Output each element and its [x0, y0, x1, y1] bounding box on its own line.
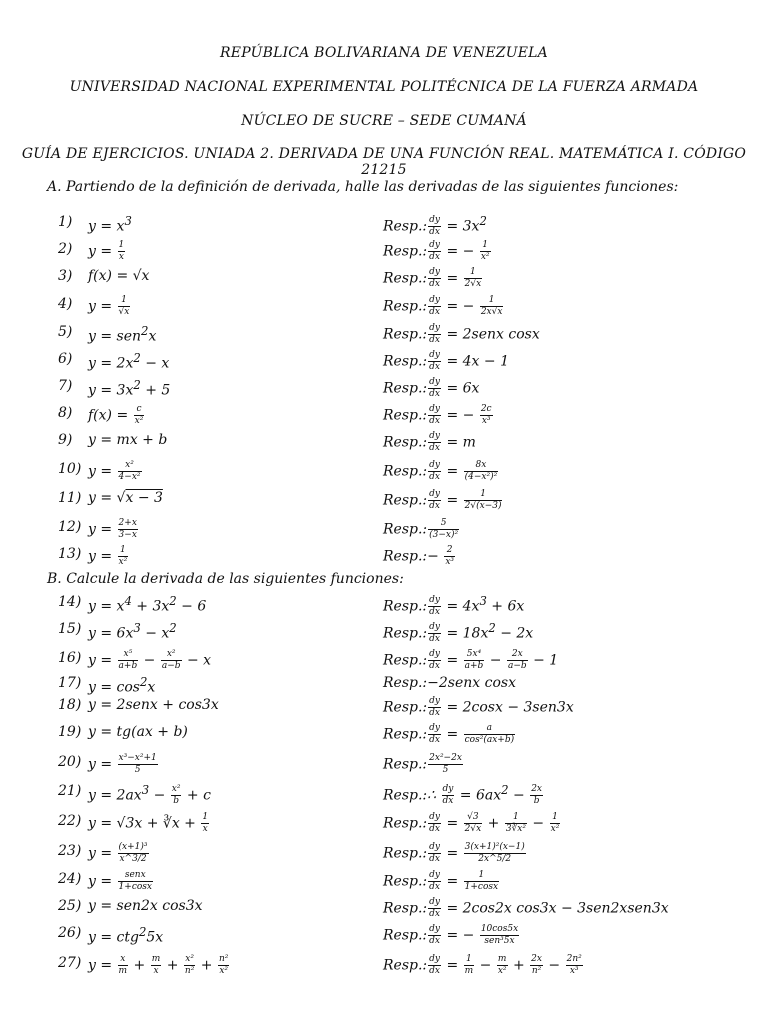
resp-label: Resp.:: [383, 380, 428, 397]
exercise-function: y = $\frac{x}{m}$ + $\frac{m}{x}$ + $\frac{\text{x²}}{\text{n²}}$ + $\frac{\text{n²}}{\text{x²}}$: [88, 954, 229, 976]
exercise-answer: Resp.: $\frac{dy}{dx}$ = $3x^2$: [383, 214, 487, 238]
exercise-function: f(x) = √x: [88, 268, 150, 284]
exercise-function: y = √x − 3: [88, 490, 163, 506]
exercise-number: 8): [58, 405, 73, 421]
exercise-number: 22): [58, 813, 82, 829]
exercise-answer: Resp.: $\frac{dy}{dx}$ = $\frac{1}{2√(x-3)}$: [383, 489, 502, 511]
exercise-function: y = $\frac{\text{(x+1)³}}{x\^{}3/2}$: [88, 842, 148, 864]
exercise-function: $y = 6x^3 - x^2$: [88, 621, 177, 642]
exercise-answer: Resp.: $\frac{\text{2x²−2x}}{5}$: [383, 753, 462, 775]
resp-label: Resp.:: [383, 270, 428, 287]
resp-label: Resp.:: [383, 298, 428, 315]
exercise-number: 27): [58, 955, 82, 971]
exercise-function: y = tg(ax + b): [88, 724, 188, 740]
exercise-row: [0, 697, 768, 723]
exercise-row: [0, 432, 768, 458]
exercise-function: y = $\frac{\text{x³−x²+1}}{5}$: [88, 753, 157, 775]
exercise-answer: Resp.: $\frac{dy}{dx}$ = $\frac{8x}{\text{(4−x²)²}}$: [383, 460, 498, 482]
exercise-row: [0, 813, 768, 839]
exercise-row: [0, 621, 768, 647]
exercise-answer: Resp.: $\frac{dy}{dx}$ = − $\frac{1}{\text{x²}}$: [383, 240, 490, 262]
resp-label: Resp.:: [383, 787, 428, 804]
exercise-number: 1): [58, 214, 73, 230]
resp-label: Resp.:: [383, 492, 428, 509]
exercise-row: [0, 214, 768, 240]
exercise-answer: Resp.:∴ $\frac{dy}{dx}$ = $6ax^2$ − $\frac{2x}{b}$: [383, 783, 543, 807]
exercise-row: [0, 461, 768, 487]
exercise-function: y = √3x + ∛x + $\frac{1}{x}$: [88, 812, 209, 834]
exercise-row: [0, 490, 768, 516]
exercise-row: [0, 754, 768, 780]
resp-label: Resp.:: [383, 353, 428, 370]
exercise-row: [0, 783, 768, 809]
exercise-answer: Resp.: $\frac{dy}{dx}$ = $\frac{1}{2√x}$: [383, 267, 482, 289]
exercise-row: [0, 650, 768, 676]
header-line-1: REPÚBLICA BOLIVARIANA DE VENEZUELA: [220, 45, 548, 61]
exercise-row: [0, 405, 768, 431]
resp-label: Resp.:: [383, 756, 428, 773]
resp-label: Resp.:: [383, 900, 428, 917]
exercise-number: 3): [58, 268, 73, 284]
exercise-number: 5): [58, 324, 73, 340]
exercise-answer: Resp.: $\frac{5}{\text{(3−x)²}}$: [383, 518, 459, 540]
section-a-title: A. Partiendo de la definición de derivada, halle las derivadas de las siguientes funciones:: [47, 179, 679, 195]
resp-label: Resp.:: [383, 521, 428, 538]
exercise-answer: Resp.: $\frac{dy}{dx}$ = 2senx cosx: [383, 323, 540, 345]
exercise-function: y = $\frac{\text{x²}}{\text{4−x²}}$: [88, 460, 141, 482]
exercise-row: [0, 594, 768, 620]
exercise-function: $y = x^3$: [88, 214, 132, 235]
exercise-function: y = ctg$^2$5x: [88, 925, 164, 946]
exercise-answer: Resp.: $\frac{dy}{dx}$ = $\frac{\text{5x⁴}}{a+b}$ − $\frac{2x}{a-b}$ − 1: [383, 649, 559, 671]
exercise-number: 19): [58, 724, 82, 740]
exercise-row: [0, 955, 768, 981]
resp-label: Resp.:: [383, 699, 428, 716]
resp-label: Resp.:: [383, 927, 428, 944]
exercise-function: $y = x^4 + 3x^2 - 6$: [88, 594, 207, 615]
exercise-number: 20): [58, 754, 82, 770]
exercise-function: $y = 2ax^3$ − $\frac{\text{x²}}{b}$ + c: [88, 783, 211, 807]
exercise-function: y = sen$^2$x: [88, 324, 157, 345]
exercise-function: f(x) = $\frac{c}{\text{x²}}$: [88, 404, 144, 426]
exercise-row: [0, 546, 768, 572]
resp-label: Resp.:: [383, 548, 428, 565]
exercise-row: [0, 724, 768, 750]
exercise-number: 14): [58, 594, 82, 610]
exercise-answer: Resp.: $\frac{dy}{dx}$ = $\frac{\text{3(x+1)²(x−1)}}{2x\^{}5/2}$: [383, 842, 525, 864]
exercise-row: [0, 324, 768, 350]
exercise-answer: Resp.: $\frac{dy}{dx}$ = $\frac{a}{\text{cos²(ax+b)}}$: [383, 723, 515, 745]
resp-label: Resp.:: [383, 243, 428, 260]
exercise-row: [0, 268, 768, 294]
resp-label: Resp.:: [383, 726, 428, 743]
resp-label: Resp.:: [383, 326, 428, 343]
resp-label: Resp.:: [383, 873, 428, 890]
exercise-function: $y = 3x^2 + 5$: [88, 378, 171, 399]
resp-label: Resp.:: [383, 434, 428, 451]
exercise-function: y = $\frac{1}{\text{x²}}$: [88, 545, 128, 567]
exercise-answer: Resp.:− $\frac{2}{\text{x³}}$: [383, 545, 455, 567]
exercise-number: 18): [58, 697, 82, 713]
exercise-function: y = mx + b: [88, 432, 168, 448]
exercise-row: [0, 925, 768, 951]
exercise-answer: Resp.: $\frac{dy}{dx}$ = 2cos2x cos3x − 3sen2xsen3x: [383, 897, 669, 919]
resp-label: Resp.:: [383, 652, 428, 669]
exercise-answer: Resp.: $\frac{dy}{dx}$ = $\frac{1}{m}$ − $\frac{m}{\text{x²}}$ + $\frac{2x}{\text{n²}}$ − $\frac{\text{2n²}}{\text{x³}}$: [383, 954, 582, 976]
exercise-answer: Resp.: $\frac{dy}{dx}$ = 4x − 1: [383, 350, 509, 372]
exercise-row: [0, 378, 768, 404]
exercise-function: y = $\frac{1}{x}$: [88, 240, 125, 262]
exercise-number: 25): [58, 898, 82, 914]
exercise-answer: Resp.: $\frac{dy}{dx}$ = $18x^2 - 2x$: [383, 621, 534, 645]
exercise-function: y = $\frac{1}{√x}$: [88, 295, 130, 317]
resp-label: Resp.:: [383, 407, 428, 424]
exercise-number: 13): [58, 546, 82, 562]
exercise-answer: Resp.: $\frac{dy}{dx}$ = 6x: [383, 377, 480, 399]
exercise-row: [0, 241, 768, 267]
resp-label: Resp.:: [383, 625, 428, 642]
exercise-number: 4): [58, 296, 73, 312]
exercise-answer: Resp.: $\frac{dy}{dx}$ = $\frac{1}{1+\cos x}$: [383, 870, 499, 892]
exercise-function: $y = 2x^2 - x$: [88, 351, 170, 372]
resp-label: Resp.:: [383, 218, 428, 235]
exercise-number: 10): [58, 461, 82, 477]
header-line-2: UNIVERSIDAD NACIONAL EXPERIMENTAL POLITÉCNICA DE LA FUERZA ARMADA: [69, 79, 699, 95]
exercise-number: 17): [58, 675, 82, 691]
exercise-number: 23): [58, 843, 82, 859]
header-line-3: NÚCLEO DE SUCRE – SEDE CUMANÁ: [241, 113, 527, 129]
resp-label: Resp.:: [383, 815, 428, 832]
exercise-number: 11): [58, 490, 82, 506]
exercise-answer: Resp.: $\frac{dy}{dx}$ = − $\frac{2c}{\text{x³}}$: [383, 404, 492, 426]
exercise-number: 24): [58, 871, 82, 887]
exercise-number: 2): [58, 241, 73, 257]
exercise-row: [0, 351, 768, 377]
exercise-answer: Resp.: $\frac{dy}{dx}$ = $4x^3 + 6x$: [383, 594, 525, 618]
exercise-row: [0, 898, 768, 924]
exercise-number: 9): [58, 432, 73, 448]
exercise-function: y = $\frac{\text{x⁵}}{a+b}$ − $\frac{\text{x²}}{a-b}$ − x: [88, 649, 212, 671]
exercise-number: 15): [58, 621, 82, 637]
resp-label: Resp.:: [383, 845, 428, 862]
exercise-function: $y = \cos^2x$: [88, 675, 156, 696]
exercise-number: 12): [58, 519, 82, 535]
exercise-number: 16): [58, 650, 82, 666]
exercise-number: 7): [58, 378, 73, 394]
exercise-function: y = senx 1+cosx: [88, 870, 152, 892]
exercise-row: [0, 843, 768, 869]
exercise-number: 21): [58, 783, 82, 799]
exercise-answer: Resp.: $\frac{dy}{dx}$ = m: [383, 431, 476, 453]
exercise-answer: Resp.: $\frac{dy}{dx}$ = $\frac{√3}{2√x}$ + $\frac{1}{\text{3∛x²}}$ − $\frac{1}{\text{x²}}$: [383, 812, 560, 834]
resp-label: Resp.:: [383, 957, 428, 974]
resp-label: Resp.:: [383, 675, 428, 691]
resp-label: Resp.:: [383, 463, 428, 480]
exercise-function: y = $\frac{2+x}{3-x}$: [88, 518, 137, 540]
exercise-answer: Resp.:−2senx cosx: [383, 675, 516, 691]
exercise-answer: Resp.: $\frac{dy}{dx}$ = − $\frac{1}{2x√x}$: [383, 295, 503, 317]
exercise-answer: Resp.: $\frac{dy}{dx}$ = 2cosx − 3sen3x: [383, 696, 574, 718]
exercise-function: y = 2senx + cos3x: [88, 697, 219, 713]
header-line-4: GUÍA DE EJERCICIOS. UNIADA 2. DERIVADA DE UNA FUNCIÓN REAL. MATEMÁTICA I. CÓDIGO 21215: [21, 146, 747, 178]
exercise-row: [0, 296, 768, 322]
resp-label: Resp.:: [383, 598, 428, 615]
exercise-function: y = sen2x cos3x: [88, 898, 203, 914]
exercise-answer: Resp.: $\frac{dy}{dx}$ = − 10cos5x sen³5x: [383, 924, 519, 946]
exercise-row: [0, 519, 768, 545]
exercise-number: 26): [58, 925, 82, 941]
section-b-title: B. Calcule la derivada de las siguientes funciones:: [47, 571, 404, 587]
exercise-number: 6): [58, 351, 73, 367]
exercise-row: [0, 871, 768, 897]
